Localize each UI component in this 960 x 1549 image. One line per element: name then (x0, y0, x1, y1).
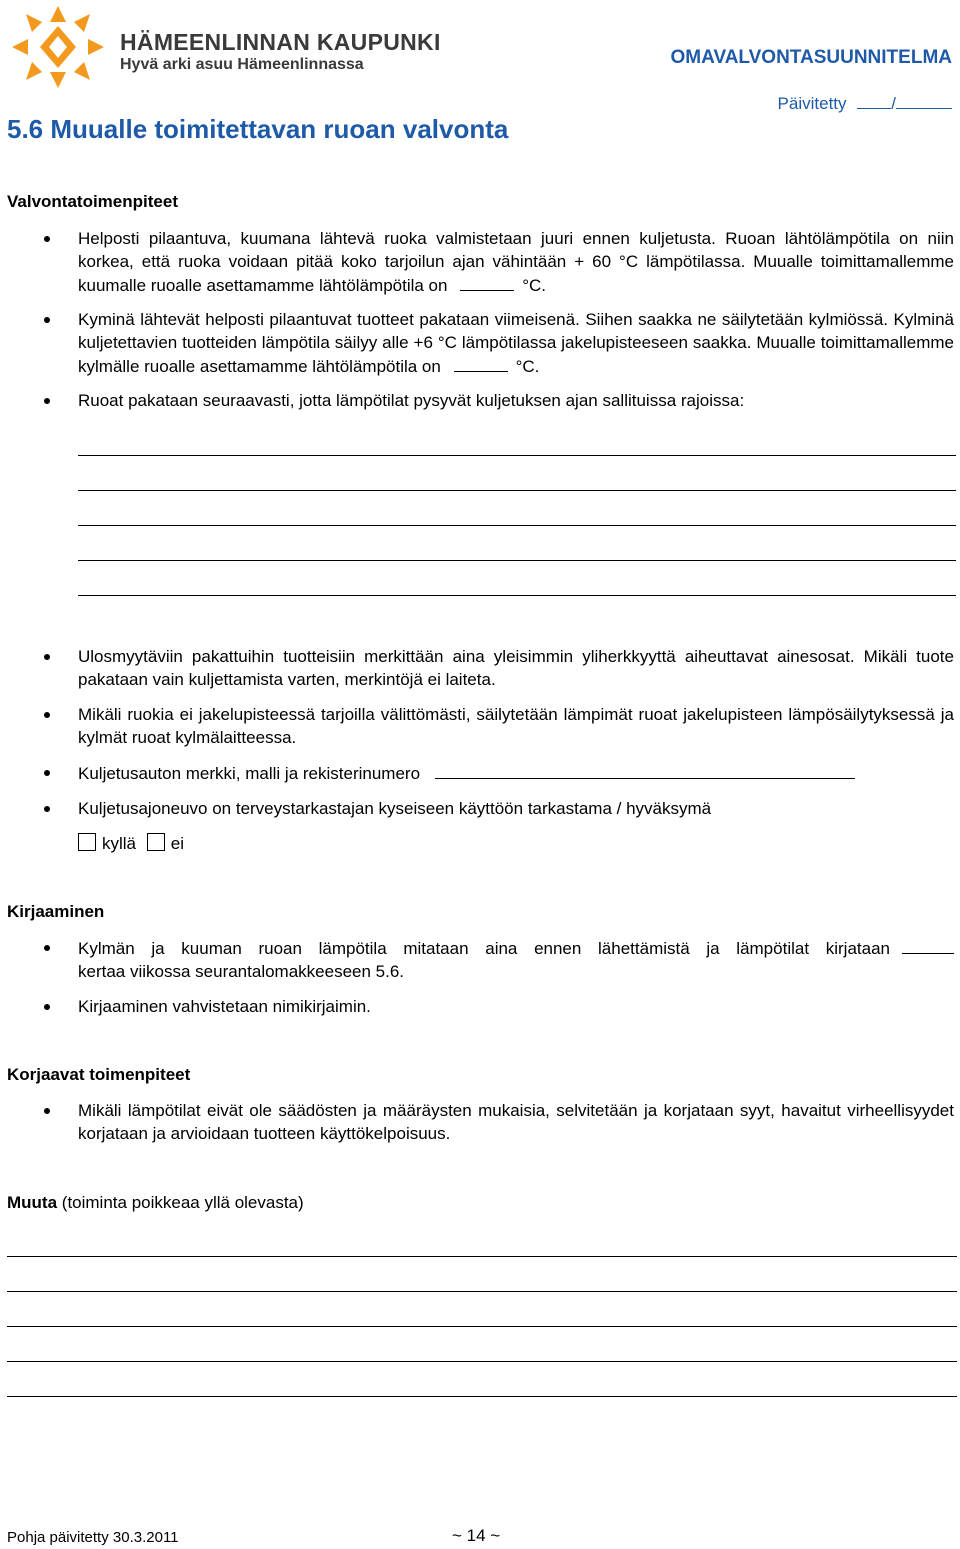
unit-label: °C. (515, 357, 540, 376)
packing-answer-line-2[interactable] (78, 490, 956, 491)
muuta-answer-line-1[interactable] (7, 1256, 957, 1257)
list-item (78, 995, 954, 1018)
item-text: Ruoat pakataan seuraavasti, jotta lämpötilat pysyvät kuljetuksen ajan sallituissa rajoissa: (78, 391, 745, 410)
item-text: Kuljetusajoneuvo on terveystarkastajan kyseiseen käyttöön tarkastama / hyväksymä (78, 799, 712, 818)
section-heading-korjaavat: Korjaavat toimenpiteet (7, 1065, 191, 1084)
item-text: Kylmän ja kuuman ruoan lämpötila mitataan aina ennen lähettämistä ja lämpötilat kirjataan (78, 939, 890, 958)
muuta-answer-line-2[interactable] (7, 1291, 957, 1292)
updated-day-blank[interactable] (857, 92, 891, 109)
section-heading-muuta (7, 1191, 304, 1214)
list-item (78, 1099, 954, 1145)
bullet (44, 770, 50, 776)
bullet (44, 1108, 50, 1114)
logo-slogan: Hyvä arki asuu Hämeenlinnassa (120, 56, 364, 73)
list-item (78, 227, 954, 297)
hot-temperature-blank[interactable] (460, 273, 514, 291)
section-heading-kirjaaminen: Kirjaaminen (7, 902, 105, 921)
list-item (78, 703, 954, 749)
city-logo (6, 2, 441, 92)
updated-separator: / (891, 94, 896, 113)
muuta-answer-line-5[interactable] (7, 1396, 957, 1397)
packing-answer-line-4[interactable] (78, 560, 956, 561)
updated-date (778, 92, 952, 115)
bullet (44, 236, 50, 242)
cold-temperature-blank[interactable] (454, 354, 508, 372)
bullet (44, 654, 50, 660)
yes-checkbox[interactable] (78, 833, 96, 851)
item-text: Kirjaaminen vahvistetaan nimikirjaimin. (78, 997, 371, 1016)
approval-options (78, 832, 184, 855)
list-item (78, 936, 954, 983)
bullet (44, 317, 50, 323)
page-title: 5.6 Muualle toimitettavan ruoan valvonta (7, 114, 509, 144)
no-checkbox[interactable] (147, 833, 165, 851)
vehicle-info-blank[interactable] (435, 761, 855, 779)
sun-star-logo-icon (6, 2, 110, 92)
list-item (78, 389, 954, 412)
muuta-answer-line-4[interactable] (7, 1361, 957, 1362)
muuta-heading-note: (toiminta poikkeaa yllä olevasta) (61, 1193, 304, 1212)
page-number: ~ 14 ~ (452, 1526, 501, 1545)
document-type: OMAVALVONTASUUNNITELMA (670, 47, 952, 68)
bullet (44, 712, 50, 718)
item-text: Mikäli ruokia ei jakelupisteessä tarjoilla välittömästi, säilytetään lämpimät ruoat jakelupisteen lämpösäilytyksessä ja kylmät ruoat kylmälaitteessa. (78, 705, 954, 747)
updated-year-blank[interactable] (896, 92, 952, 109)
no-label: ei (170, 834, 184, 853)
packing-answer-line-1[interactable] (78, 455, 956, 456)
list-item (78, 308, 954, 378)
item-text-continued: kertaa viikossa seurantalomakkeeseen 5.6. (78, 962, 405, 981)
bullet (44, 945, 50, 951)
list-item (78, 761, 954, 785)
unit-label: °C. (522, 276, 547, 295)
muuta-heading-bold: Muuta (7, 1193, 58, 1212)
packing-answer-line-3[interactable] (78, 525, 956, 526)
updated-label: Päivitetty (777, 94, 847, 113)
section-heading-valvonta: Valvontatoimenpiteet (7, 192, 178, 211)
item-text: Mikäli lämpötilat eivät ole säädösten ja määräysten mukaisia, selvitetään ja korjataan syyt, havaitut virheellisyydet korjataan ja arvioidaan tuotteen käyttökelpoisuus. (78, 1101, 954, 1143)
item-text: Ulosmyytäviin pakattuihin tuotteisiin merkittään aina yleisimmin yliherkkyyttä aiheuttavat ainesosat. Mikäli tuote pakataan vain kuljettamista varten, merkintöjä ei laiteta. (78, 647, 954, 689)
packing-answer-line-5[interactable] (78, 595, 956, 596)
bullet (44, 1004, 50, 1010)
bullet (44, 806, 50, 812)
item-text: Kyminä lähtevät helposti pilaantuvat tuotteet pakataan viimeisenä. Siihen saakka ne säilytetään kylmiössä. Kylminä kuljetettavien tuotteiden lämpötila säilyy alle +6 °C lämpötilassa jakelupisteeseen saakka. Muualle toimittamallemme kylmälle ruoalle asettamamme lähtölämpötila on (78, 310, 954, 376)
footer-template-date: Pohja päivitetty 30.3.2011 (7, 1529, 179, 1546)
list-item (78, 645, 954, 691)
frequency-blank[interactable] (902, 936, 954, 954)
muuta-answer-line-3[interactable] (7, 1326, 957, 1327)
logo-name: HÄMEENLINNAN KAUPUNKI (120, 29, 441, 55)
list-item (78, 797, 954, 820)
yes-label: kyllä (102, 834, 137, 853)
bullet (44, 398, 50, 404)
item-text: Kuljetusauton merkki, malli ja rekisterinumero (78, 764, 421, 783)
item-text: Helposti pilaantuva, kuumana lähtevä ruoka valmistetaan juuri ennen kuljetusta. Ruoan lähtölämpötila on niin korkea, että ruoka voidaan pitää koko tarjoilun ajan vähintään + 60 °C lämpötilassa. Muualle toimittamallemme kuumalle ruoalle asettamamme lähtölämpötila on (78, 229, 954, 295)
